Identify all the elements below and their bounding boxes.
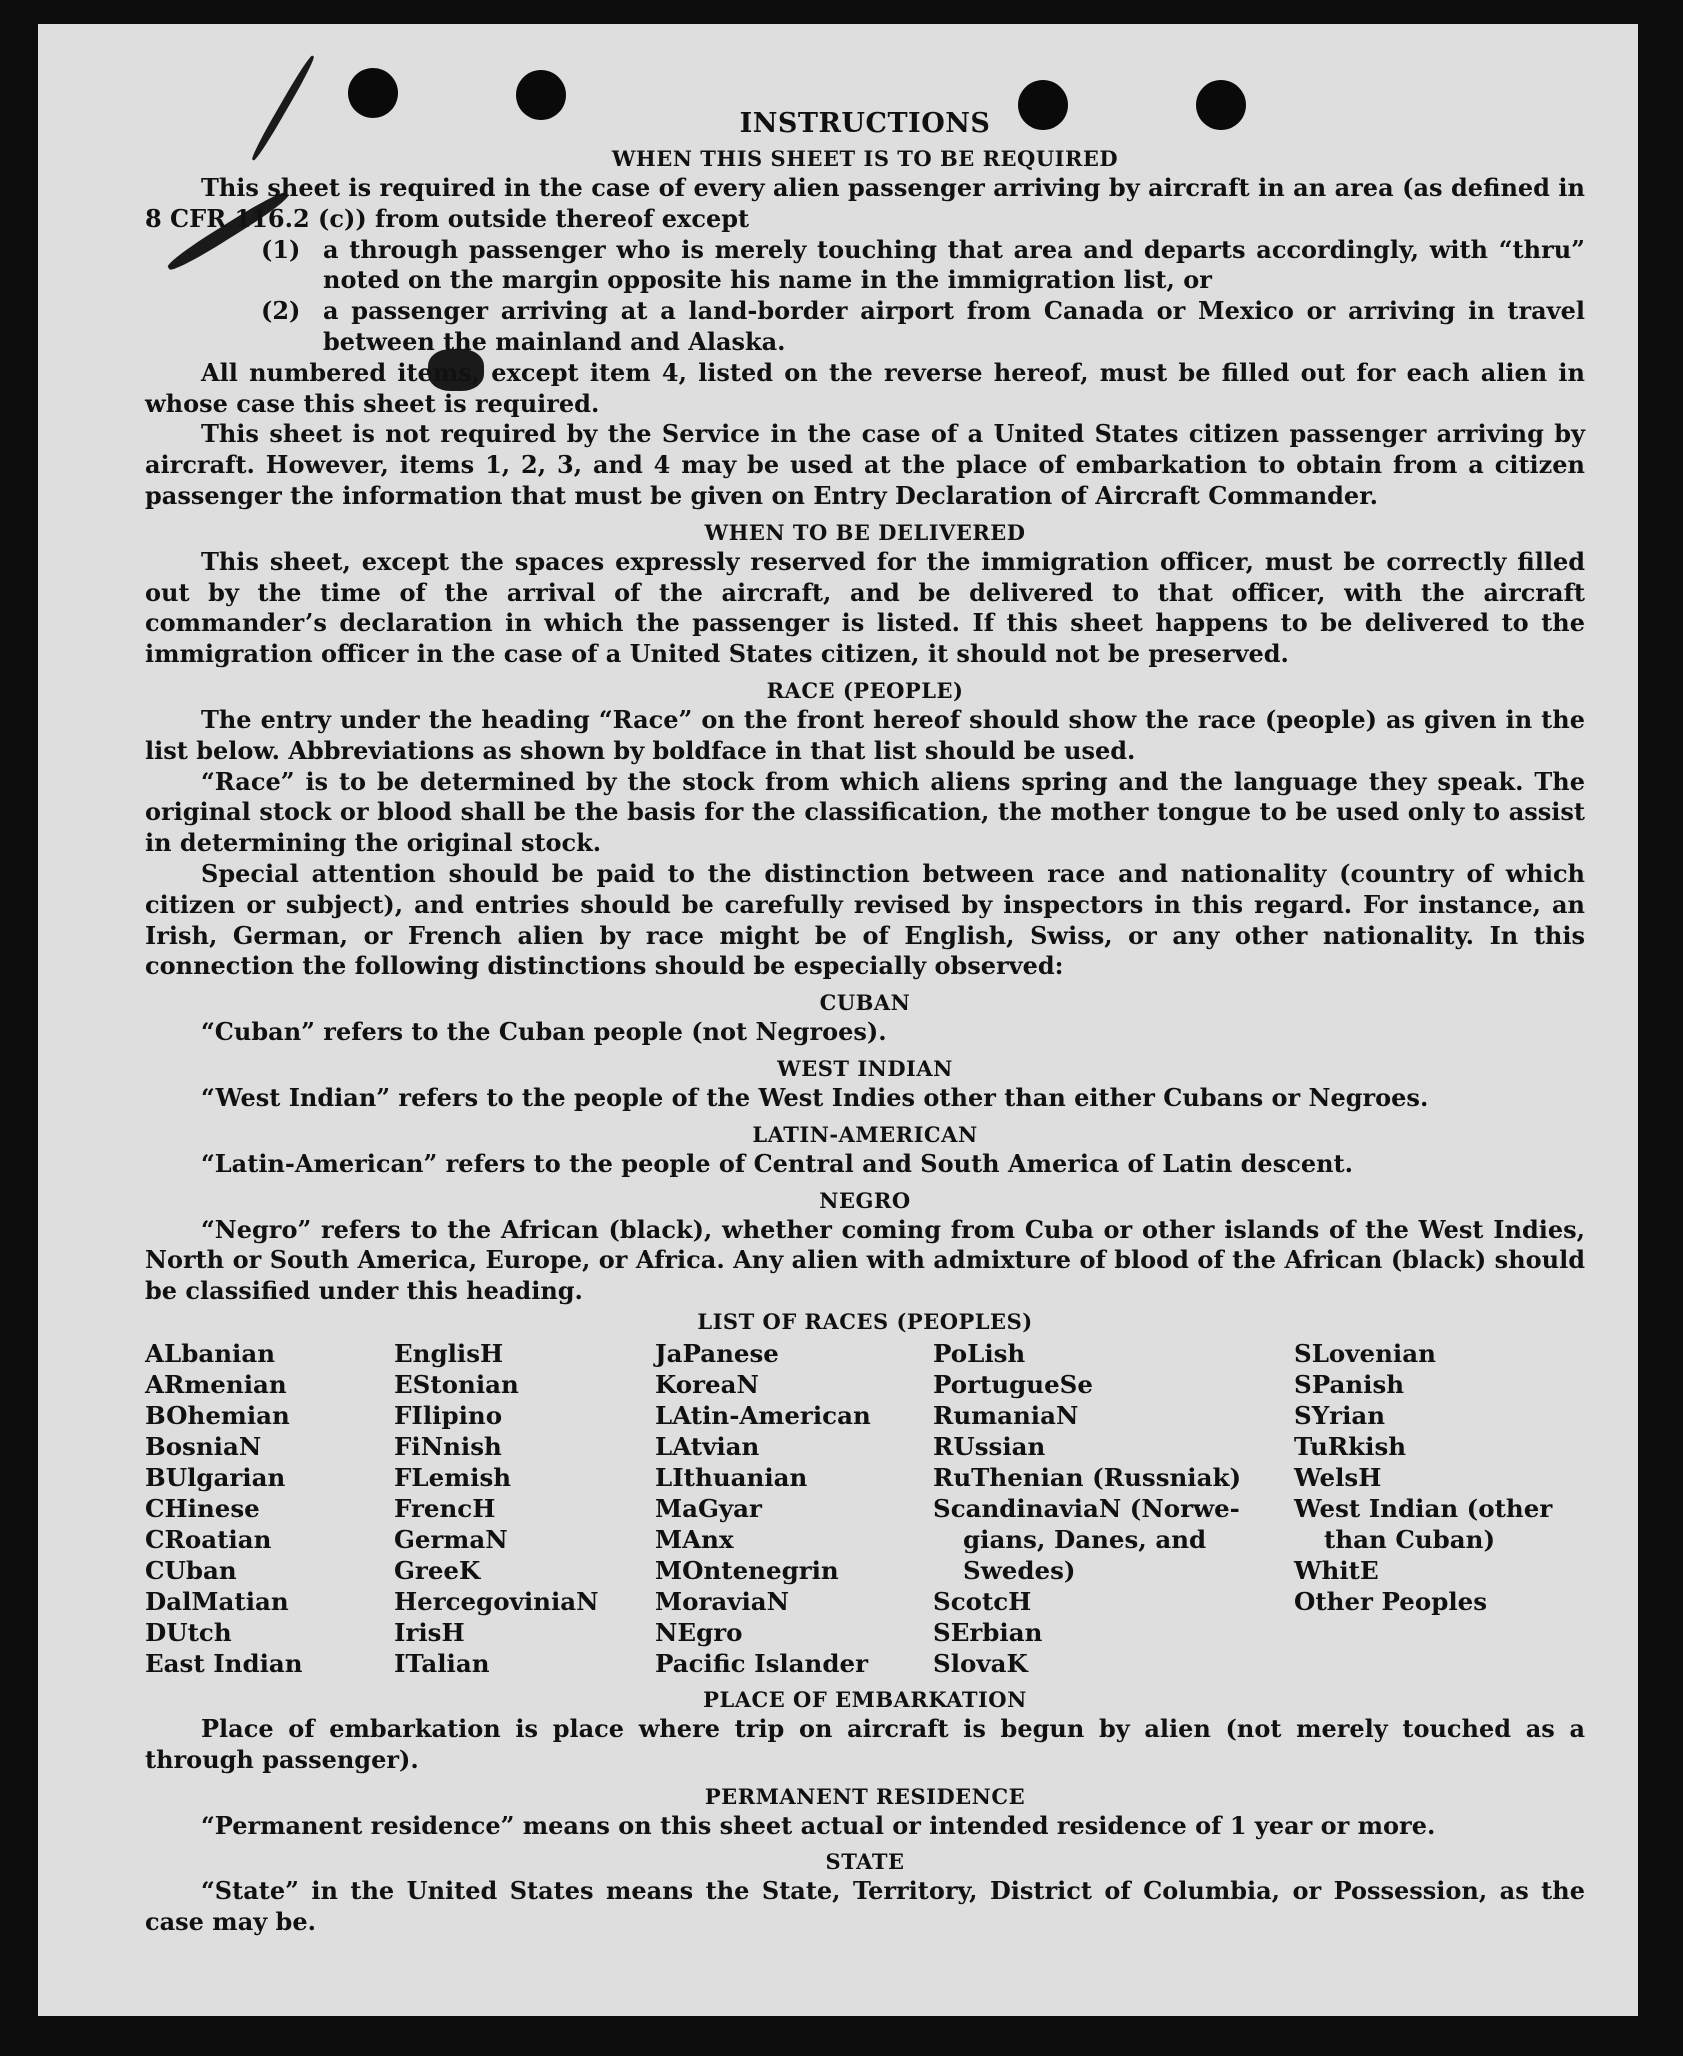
races-heading: LIST OF RACES (PEOPLES) (697, 1308, 1033, 1334)
race-entry: SErbian (933, 1617, 1043, 1647)
race-entry: than Cuban) (1324, 1524, 1496, 1554)
document-sheet (38, 24, 1638, 2016)
race-entry: JaPanese (655, 1338, 779, 1368)
race-entry: ScandinaviaN (Norwe- (933, 1493, 1240, 1523)
race-entry: GreeK (394, 1555, 481, 1585)
race-entry: TuRkish (1294, 1431, 1407, 1461)
race-entry: PortugueSe (933, 1369, 1093, 1399)
section-heading: CUBAN (819, 990, 911, 1016)
race-entry: SlovaK (933, 1648, 1028, 1678)
race-entry: MAnx (655, 1524, 734, 1554)
section-heading: NEGRO (819, 1187, 911, 1213)
section-heading: WHEN THIS SHEET IS TO BE REQUIRED (611, 146, 1119, 171)
races-list (145, 1338, 1585, 1679)
race-entry: ScotcH (933, 1586, 1032, 1616)
section-heading: WHEN TO BE DELIVERED (704, 519, 1026, 545)
paragraph: “Latin-American” refers to the people of Central and South America of Latin descent. (201, 1148, 1353, 1178)
race-entry: DUtch (145, 1617, 232, 1647)
race-entry: EnglisH (394, 1338, 504, 1368)
list-number: (2) (261, 296, 301, 326)
race-entry: RUssian (933, 1431, 1046, 1461)
race-entry: LIthuanian (655, 1462, 808, 1492)
race-entry: CUban (145, 1555, 237, 1585)
race-entry: BUlgarian (145, 1462, 286, 1492)
race-entry: CRoatian (145, 1524, 272, 1554)
section-heading: LATIN-AMERICAN (752, 1121, 978, 1147)
race-entry: SYrian (1294, 1400, 1386, 1430)
race-entry: FIlipino (394, 1400, 503, 1430)
race-entry: SPanish (1294, 1369, 1405, 1399)
race-entry: LAtin-American (655, 1400, 871, 1430)
race-entry: PoLish (933, 1338, 1026, 1368)
list-item (145, 296, 1585, 358)
race-entry: ALbanian (145, 1338, 276, 1368)
race-entry: BosniaN (145, 1431, 262, 1461)
race-entry: FiNnish (394, 1431, 502, 1461)
race-entry: DalMatian (145, 1586, 289, 1616)
races-column (394, 1338, 655, 1679)
race-entry: IrisH (394, 1617, 465, 1647)
section-heading: PLACE OF EMBARKATION (703, 1686, 1027, 1712)
paragraph: “Permanent residence” means on this sheet actual or intended residence of 1 year or more. (201, 1810, 1436, 1840)
race-entry: WhitE (1294, 1555, 1379, 1585)
page-title: INSTRUCTIONS (739, 108, 991, 139)
paragraph: This sheet is not required by the Service in the case of a United States citizen passenger arriving by aircraft. However, items 1, 2, 3, and 4 may be used at the place of embarkation to obtain from a citizen passenger the information that must be given on Entry Declaration of Aircraft Commander. (145, 419, 1585, 510)
paragraph: Place of embarkation is place where trip on aircraft is begun by alien (not merely touched as a through passenger). (145, 1713, 1585, 1774)
section-heading: PERMANENT RESIDENCE (704, 1783, 1026, 1809)
paragraph: “State” in the United States means the State, Territory, District of Columbia, or Possession, as the case may be. (145, 1876, 1585, 1937)
race-entry: EStonian (394, 1369, 519, 1399)
paragraph: “West Indian” refers to the people of the West Indies other than either Cubans or Negroes. (201, 1082, 1429, 1112)
paragraph: “Race” is to be determined by the stock from which aliens spring and the language they speak. The original stock or blood shall be the basis for the classification, the mother tongue to be used only to assist in determining the original stock. (145, 766, 1585, 858)
paragraph: “Cuban” refers to the Cuban people (not Negroes). (201, 1017, 887, 1047)
paragraph: This sheet, except the spaces expressly reserved for the immigration officer, must be correctly filled out by the time of the arrival of the aircraft, and be delivered to that officer, with the aircraft commander’s declaration in which the passenger is listed. If this sheet happens to be delivered to the immigration officer in the case of a United States citizen, it should not be preserved. (145, 546, 1585, 669)
races-column (145, 1338, 394, 1679)
race-entry: MOntenegrin (655, 1555, 839, 1585)
race-entry: ITalian (394, 1648, 490, 1678)
race-entry: Pacific Islander (655, 1648, 868, 1678)
race-entry: MaGyar (655, 1493, 762, 1523)
races-column (655, 1338, 933, 1679)
race-entry: LAtvian (655, 1431, 760, 1461)
race-entry: West Indian (other (1294, 1493, 1553, 1523)
race-entry: FLemish (394, 1462, 512, 1492)
race-entry: East Indian (145, 1648, 303, 1678)
paragraph: The entry under the heading “Race” on the front hereof should show the race (people) as given in the list below. Abbreviations as shown by boldface in that list should be used. (145, 704, 1585, 765)
race-entry: NEgro (655, 1617, 743, 1647)
section-heading: STATE (825, 1849, 905, 1875)
list-item (145, 235, 1585, 297)
paragraph: All numbered items, except item 4, listed on the reverse hereof, must be filled out for each alien in whose case this sheet is required. (145, 357, 1585, 418)
race-entry: RuThenian (Russniak) (933, 1462, 1242, 1492)
list-text: a passenger arriving at a land-border airport from Canada or Mexico or arriving in travel between the mainland and Alaska. (323, 296, 1585, 356)
race-entry: SLovenian (1294, 1338, 1436, 1368)
race-entry: ARmenian (145, 1369, 287, 1399)
race-entry: CHinese (145, 1493, 260, 1523)
race-entry: WelsH (1294, 1462, 1382, 1492)
races-column (933, 1338, 1294, 1679)
races-column (1294, 1338, 1584, 1679)
section-heading: RACE (PEOPLE) (766, 677, 964, 703)
paragraph: “Negro” refers to the African (black), whether coming from Cuba or other islands of the West Indies, North or South America, Europe, or Africa. Any alien with admixture of blood of the African (black) should be classified under this heading. (145, 1214, 1585, 1306)
race-entry: Swedes) (963, 1555, 1076, 1585)
list-text: a through passenger who is merely touching that area and departs accordingly, with “thru” noted on the margin opposite his name in the immigration list, or (323, 234, 1585, 295)
race-entry: GermaN (394, 1524, 508, 1554)
race-entry: FrencH (394, 1493, 496, 1523)
race-entry: KoreaN (655, 1369, 759, 1399)
paragraph: This sheet is required in the case of every alien passenger arriving by aircraft in an area (as defined in 8 CFR 116.2 (c)) from outside thereof except (145, 173, 1585, 233)
list-number: (1) (261, 234, 301, 264)
paragraph: Special attention should be paid to the distinction between race and nationality (country of which citizen or subject), and entries should be carefully revised by inspectors in this regard. For instance, an Irish, German, or French alien by race might be of English, Swiss, or any other nationality. In this connection the following distinctions should be especially observed: (145, 858, 1585, 981)
instructions-body (145, 104, 1585, 1938)
race-entry: HercegoviniaN (394, 1586, 599, 1616)
race-entry: Other Peoples (1294, 1586, 1488, 1616)
race-entry: MoraviaN (655, 1586, 790, 1616)
race-entry: BOhemian (145, 1400, 290, 1430)
section-heading: WEST INDIAN (777, 1055, 953, 1081)
race-entry: gians, Danes, and (963, 1524, 1207, 1554)
race-entry: RumaniaN (933, 1400, 1079, 1430)
